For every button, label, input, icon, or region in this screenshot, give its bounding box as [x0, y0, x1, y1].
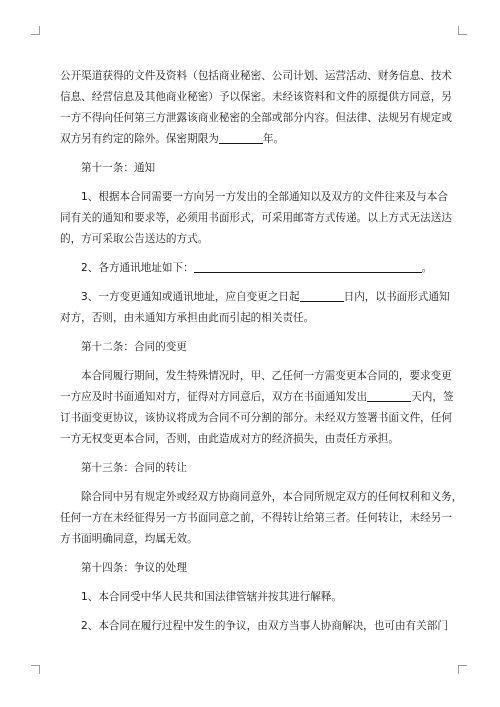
body-line: 订书面变更协议，该协议将成为合同不可分割的部分。未经双方签署书面文件，任何: [60, 412, 452, 424]
line-text: 2、各方通讯地址如下：: [81, 262, 194, 274]
section-heading: 第十一条：通知: [81, 162, 156, 174]
body-line: 1、根据本合同需要一方向另一方发出的全部通知以及双方的文件往来及与本合: [81, 191, 448, 203]
change-notice-line: [60, 387, 454, 408]
section-heading: 第十四条：争议的处理: [81, 562, 187, 574]
body-line: 的，方可采取公告送达的方式。: [60, 233, 209, 245]
section-heading: 第十二条：合同的变更: [81, 341, 187, 353]
crop-mark-top-left: [31, 26, 40, 35]
body-line: 本合同履行期间，发生特殊情况时，甲、乙任何一方需变更本合同的，要求变更: [81, 370, 452, 382]
line-text: 。: [421, 262, 433, 274]
fill-in-blank: [194, 259, 422, 273]
body-line: 任何一方在未经征得另一方书面同意之前，不得转让给第三者。任何转让，未经另一: [60, 512, 452, 524]
body-line: 一方不得向任何第三方泄露该商业秘密的全部或部分内容。但法律、法规另有规定或: [60, 112, 452, 124]
fill-in-blank: [219, 130, 263, 144]
crop-mark-bottom-right: [458, 665, 467, 674]
body-line: 同有关的通知和要求等，必须用书面形式，可采用邮寄方式传递。以上方式无法送达: [60, 212, 452, 224]
body-line: 1、本合同受中华人民共和国法律管辖并按其进行解释。: [81, 591, 342, 603]
section-heading: 第十三条：合同的转让: [81, 462, 187, 474]
body-line: 对方，否则，由未通知方承担由此而引起的相关责任。: [60, 312, 315, 324]
address-line: [60, 258, 442, 279]
confidentiality-period-line: [60, 129, 442, 150]
line-text: 年。: [262, 133, 285, 145]
body-line: 2、本合同在履行过程中发生的争议，由双方当事人协商解决，也可由有关部门: [81, 620, 448, 632]
line-text: 天内，签: [411, 391, 454, 403]
body-line: 一方无权变更本合同，否则，由此造成对方的经济损失，由责任方承担。: [60, 433, 399, 445]
line-text: 日内，以书面形式通知: [343, 291, 450, 303]
fill-in-blank: [300, 288, 344, 302]
body-line: 公开渠道获得的文件及资料（包括商业秘密、公司计划、运营活动、财务信息、技术: [60, 70, 452, 82]
crop-mark-bottom-left: [31, 665, 40, 674]
crop-mark-top-right: [458, 26, 467, 35]
address-change-line: [60, 287, 450, 308]
fill-in-blank: [367, 388, 411, 402]
line-text: 3、一方变更通知或通讯地址，应自变更之日起: [81, 291, 300, 303]
line-text: 双方另有约定的除外。保密期限为: [60, 133, 219, 145]
body-line: 信息、经营信息及其他商业秘密）予以保密。未经该资料和文件的原提供方同意，另: [60, 91, 452, 103]
body-line: 方书面明确同意，均属无效。: [60, 533, 198, 545]
body-line: 除合同中另有规定外或经双方协商同意外，本合同所规定双方的任何权利和义务，: [81, 491, 463, 503]
line-text: 一方应及时书面通知对方，征得对方同意后，双方在书面通知发出: [60, 391, 368, 403]
document-body: [60, 66, 463, 637]
